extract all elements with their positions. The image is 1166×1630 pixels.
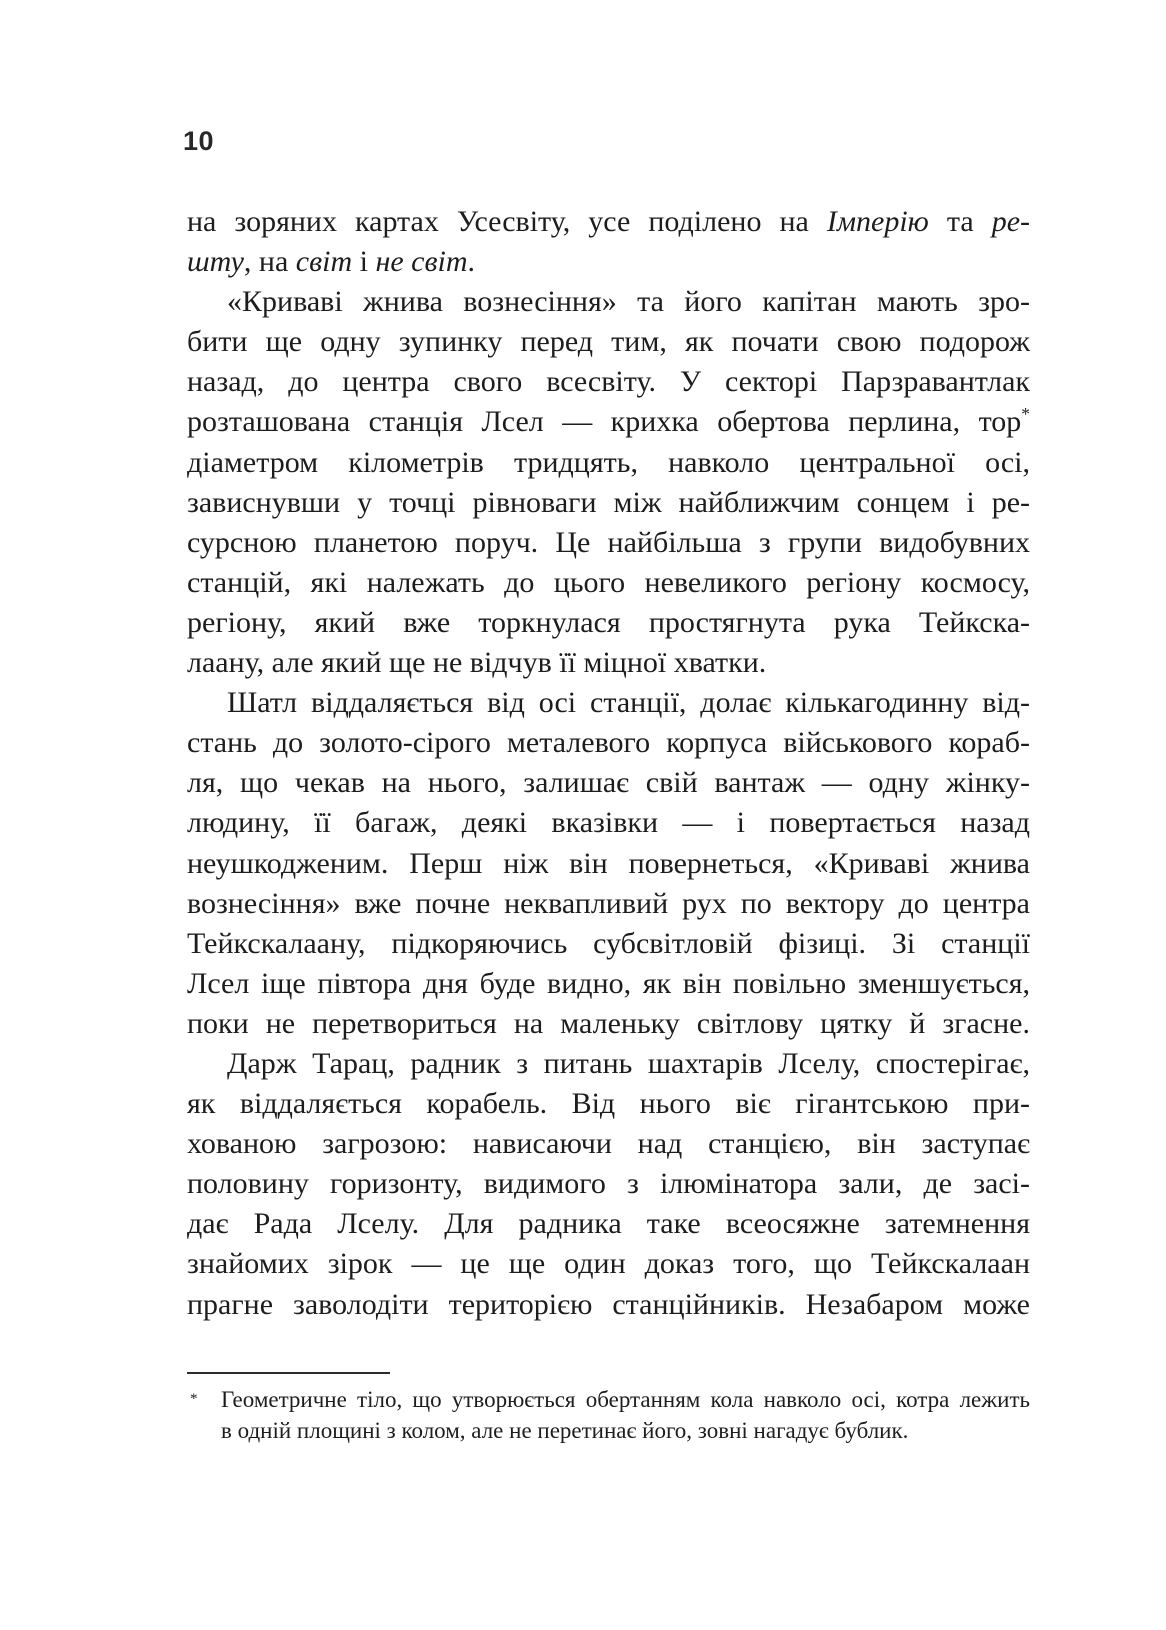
text-segment: регіону, який вже торкнулася простягнута рука Тейкска- (187, 605, 1030, 639)
footnote (187, 1384, 1030, 1446)
text-line (187, 202, 1030, 242)
text-segment: Шатл віддаляється від осі станції, долає кількагодинну від- (227, 686, 1030, 720)
text-segment: ля, що чекав на нього, залишає свій вантаж — одну жінку- (187, 766, 1030, 800)
text-segment: на зоряних картах Усесвіту, усе поділено на (187, 205, 827, 238)
footnote-divider (187, 1372, 390, 1374)
text-line (187, 523, 1030, 563)
footnote-text (221, 1384, 1030, 1446)
text-line (187, 844, 1030, 884)
text-line (187, 242, 1030, 282)
text-segment: половину горизонту, видимого з ілюмінатора зали, де засі- (187, 1167, 1030, 1201)
italic-text: не світ (375, 245, 468, 279)
text-line (187, 683, 1030, 723)
text-line (187, 483, 1030, 523)
footnote-reference-asterisk: * (1021, 404, 1030, 425)
text-segment: вознесіння» вже почне неквапливий рух по вектору до центра (187, 886, 1030, 920)
text-line (187, 1044, 1030, 1084)
text-line (187, 1004, 1030, 1044)
text-segment: як віддаляється корабель. Від нього віє гігантською при- (187, 1087, 1030, 1121)
text-segment: сурсною планетою поруч. Це найбільша з групи видобувних (187, 525, 1030, 559)
text-line (187, 1285, 1030, 1325)
text-segment: станцій, які належать до цього невеликого регіону космосу, (187, 565, 1030, 599)
text-segment: назад, до центра свого всесвіту. У секторі Парзравантлак (187, 365, 1030, 399)
text-segment: знайомих зірок — це ще один доказ того, що Тейкскалаан (187, 1247, 1030, 1281)
text-line (187, 1124, 1030, 1164)
text-segment: неушкодженим. Перш ніж він повернеться, «Криваві жнива (187, 846, 1030, 880)
paragraph (187, 683, 1030, 1044)
italic-text: Імперію (826, 205, 929, 238)
body-text (187, 202, 1030, 1325)
text-line (187, 603, 1030, 643)
text-segment: поки не перетвориться на маленьку світлову цятку й згасне. (187, 1006, 1030, 1040)
text-line (187, 282, 1030, 322)
text-line (187, 1204, 1030, 1244)
text-segment: , на (243, 245, 296, 279)
paragraph (187, 202, 1030, 282)
text-segment: та (928, 205, 992, 238)
italic-text: світ (295, 245, 353, 279)
text-segment: стань до золото-сірого металевого корпуса військового кораб- (187, 726, 1030, 760)
text-segment: . (467, 245, 475, 279)
paragraph (187, 1044, 1030, 1325)
text-segment: Лсел іще півтора дня буде видно, як він повільно зменшується, (187, 966, 1030, 1000)
text-line (187, 723, 1030, 763)
text-segment: лаану, але який ще не відчув її міцної хватки. (187, 646, 767, 680)
footnote-marker-asterisk: * (190, 1391, 198, 1407)
text-line (187, 362, 1030, 402)
text-segment: Дарж Тарац, радник з питань шахтарів Лселу, спостерігає, (227, 1046, 1030, 1080)
text-line (187, 402, 1030, 442)
text-line (187, 803, 1030, 843)
text-line (187, 563, 1030, 603)
text-segment: бити ще одну зупинку перед тим, як почати свою подорож (187, 325, 1030, 359)
italic-text: ре- (991, 205, 1030, 238)
footnote-line: Геометричне тіло, що утворюється обертанням кола навколо осі, котра лежить (221, 1387, 1030, 1412)
text-line (187, 1164, 1030, 1204)
text-line (187, 924, 1030, 964)
text-segment: хованою загрозою: нависаючи над станцією, він заступає (187, 1127, 1030, 1161)
text-segment: людину, її багаж, деякі вказівки — і повертається назад (187, 806, 1030, 840)
text-segment: і (352, 245, 376, 279)
text-segment: розташована станція Лсел — крихка обертова перлина, тор (187, 405, 1022, 439)
text-line (187, 1244, 1030, 1284)
text-line (187, 964, 1030, 1004)
text-line (187, 763, 1030, 803)
text-segment: прагне заволодіти територією станційників. Незабаром може (187, 1287, 1030, 1321)
text-segment: зависнувши у точці рівноваги між найближчим сонцем і ре- (187, 485, 1030, 519)
italic-text: шту (187, 245, 244, 279)
text-segment: дає Рада Лселу. Для радника таке всеосяжне затемнення (187, 1207, 1030, 1241)
text-line (187, 322, 1030, 362)
text-line (187, 643, 1030, 683)
text-line (187, 884, 1030, 924)
text-segment: діаметром кілометрів тридцять, навколо центральної осі, (187, 445, 1030, 479)
text-line (187, 1084, 1030, 1124)
text-segment: «Криваві жнива вознесіння» та його капітан мають зро- (227, 285, 1030, 319)
text-segment: Тейкскалаану, підкоряючись субсвітловій фізиці. Зі станції (187, 926, 1030, 960)
footnote-line: в одній площині з колом, але не перетинає його, зовні нагадує бублик. (221, 1418, 909, 1443)
paragraph (187, 282, 1030, 683)
text-line (187, 443, 1030, 483)
page-number: 10 (183, 126, 215, 156)
